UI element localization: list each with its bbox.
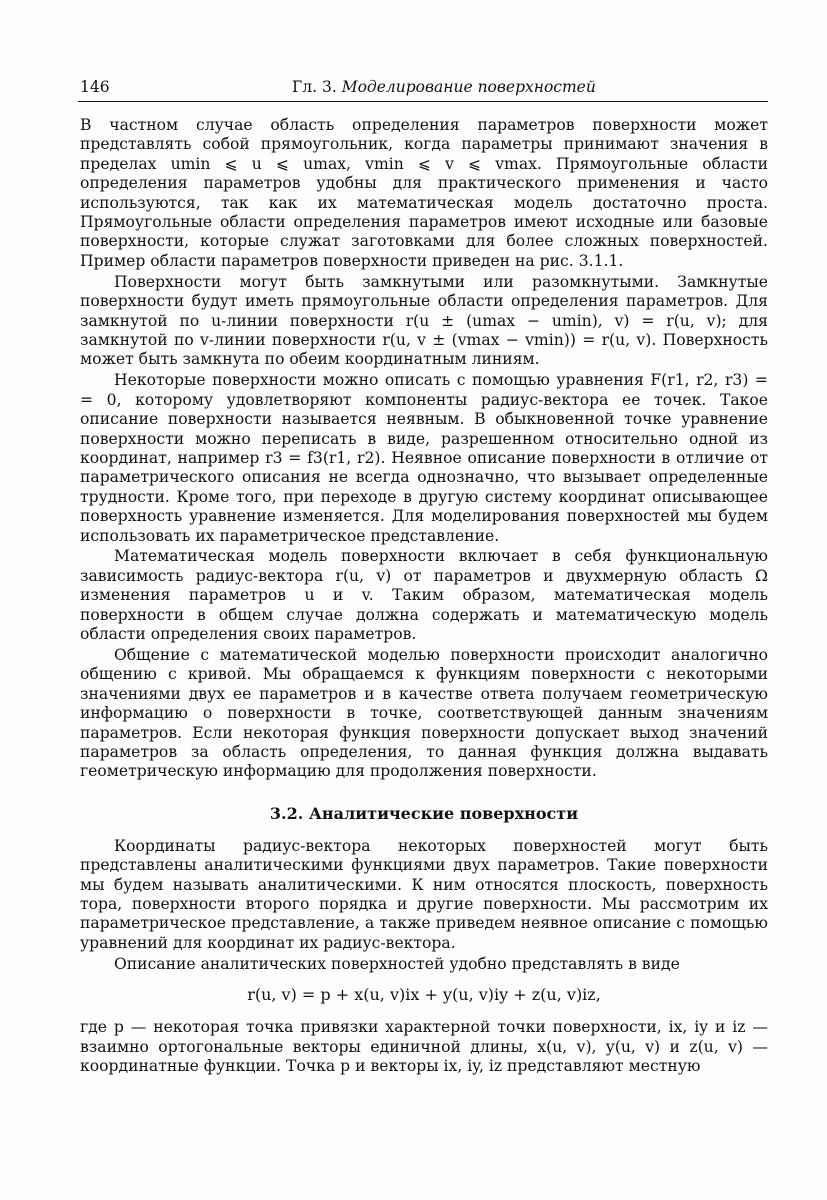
section-heading: 3.2. Аналитические поверхности [269, 803, 579, 823]
page-body [80, 116, 768, 1078]
paragraph-2: Поверхности могут быть замкнутыми или разомкнутыми. Замкнутые поверхности будут иметь прямоугольные области определения параметров. Для замкнутой по u-линии поверхности r(u ± (umax − umin), v) = r(u, v); для замкнутой по v-линии поверхности r(u, v ± (vmax − vmin)) = r(u, v). Поверхность может быть замкнута по обеим координатным линиям. [80, 272, 768, 369]
page-header [80, 76, 768, 98]
paragraph-1: В частном случае область определения параметров поверхности может представлять собой прямоугольник, когда параметры принимают значения в пределах umin ⩽ u ⩽ umax, vmin ⩽ v ⩽ vmax. Прямоугольные области определения параметров удобны для практического применения и часто используются, так как их математическая модель достаточно проста. Прямоугольные области определения параметров имеют исходные или базовые поверхности, которые служат заготовками для более сложных поверхностей. Пример области параметров поверхности приведен на рис. 3.1.1. [80, 116, 768, 270]
paragraph-7: Описание аналитических поверхностей удобно представлять в виде [114, 954, 680, 973]
running-head-title: Моделирование поверхностей [341, 78, 596, 96]
paragraph-8: где p — некоторая точка привязки характерной точки поверхности, ix, iy и iz — взаимно ортогональные векторы единичной длины, x(u, v), y(u, v) и z(u, v) — координатные функции. Точка p и векторы ix, iy, iz представляют местную [80, 1018, 768, 1075]
running-head-chapter: Гл. 3. [292, 78, 337, 96]
paragraph-5: Общение с математической моделью поверхности происходит аналогично общению с кривой. Мы обращаемся к функциям поверхности с некоторыми значениями двух ее параметров и в качестве ответа получаем геометрическую информацию о поверхности в точке, соответствующей данным значениям параметров. Если некоторая функция поверхности допускает выход значений параметров за область определения, то данная функция должна выдавать геометрическую информацию для продолжения поверхности. [80, 645, 768, 781]
paragraph-3: Некоторые поверхности можно описать с помощью уравнения F(r1, r2, r3) = = 0, которому удовлетворяют компоненты радиус-вектора ее точек. Такое описание поверхности называется неявным. В обыкновенной точке уравнение поверхности можно переписать в виде, разрешенном относительно одной из координат, например r3 = f3(r1, r2). Неявное описание поверхности в отличие от параметрического описания не всегда однозначно, что вызывает определенные трудности. Кроме того, при переходе в другую систему координат описывающее поверхность уравнение изменяется. Для моделирования поверхностей мы будем использовать их параметрическое представление. [80, 371, 768, 545]
paragraph-6: Координаты радиус-вектора некоторых поверхностей могут быть представлены аналитическими функциями двух параметров. Такие поверхности мы будем называть аналитическими. К ним относятся плоскость, поверхность тора, поверхности второго порядка и другие поверхности. Мы рассмотрим их параметрическое представление, а также приведем неявное описание с помощью уравнений для координат их радиус-вектора. [80, 836, 768, 952]
running-head [292, 76, 596, 98]
display-formula: r(u, v) = p + x(u, v)ix + y(u, v)iy + z(u, v)iz, [247, 985, 601, 1005]
header-rule [78, 101, 768, 102]
paragraph-4: Математическая модель поверхности включает в себя функциональную зависимость радиус-вектора r(u, v) от параметров и двухмерную область Ω изменения параметров u и v. Таким образом, математическая модель поверхности в общем случае должна содержать и математическую модель области определения своих параметров. [80, 547, 768, 644]
page-number: 146 [80, 78, 110, 96]
